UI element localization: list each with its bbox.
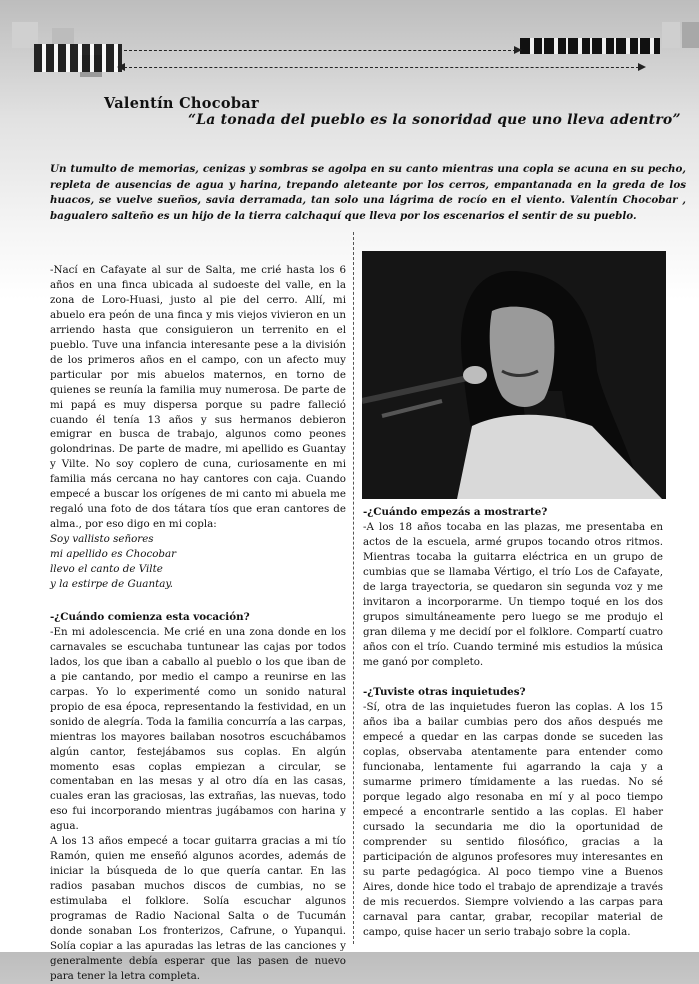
verse-line: llevo el canto de Vilte (50, 563, 163, 576)
left-paragraph-2: -En mi adolescencia. Me crié en una zona donde en los carnavales se escuchaba tuntunear las cajas por todos lados, los que iban a caballo al pueblo o los que iban de a pie cantando, por medio el campo a reunirse en las carpas. Yo lo experimenté como un sonido natural propio de esa época, representando la festividad, en un sonido de alegría. Toda la familia concurría a las carpas, mientras los mayores bailaban nosotros escuchábamos algún cantor, festejábamos sus coplas. En algún momento esas coplas empiezan a circular, se comentaban en las mesas y al otro día en las casas, cuales eran las graciosas, las extrañas, las nuevas, todo eso fui incorporando mientras jugábamos con harina y agua. (50, 625, 346, 833)
right-column (363, 505, 663, 940)
left-paragraph-3: A los 13 años empecé a tocar guitarra gracias a mi tío Ramón, quien me enseñó algunos acordes, además de iniciar la búsqueda de lo que quería cantar. En las radios pasaban muchos discos de cumbias, no se estimulaba el folklore. Solía escuchar algunos programas de Radio Nacional Salta o de Tucumán donde sonaban Los fronterizos, Cafrune, o Yupanqui. Solía copiar a las apuradas las letras de las canciones y generalmente debía esperar que las pasen de nuevo para tener la letra completa. (50, 835, 346, 982)
performer-photo (362, 251, 666, 499)
gray-square (662, 22, 680, 48)
verse-line: Soy vallisto señores (50, 533, 154, 546)
gray-square (682, 22, 699, 48)
dashed-rule-top (124, 50, 516, 51)
left-column (50, 263, 346, 984)
intro-paragraph: Un tumulto de memorias, cenizas y sombras se agolpa en su canto mientras una copla se acuna en su pecho, repleta de ausencias de agua y harina, trepando aleteante por los cerros, empantanada en la greda de los huacos, se vuelve sueños, savia derramada, tan solo una lágrima de rocío en el viento. Valentín Chocobar , bagualero salteño es un hijo de la tierra calchaquí que lleva por los escenarios el sentir de su pueblo. (50, 163, 686, 222)
arrow-left-icon (117, 63, 125, 71)
greek-key-band (520, 38, 660, 54)
verse-line: y la estirpe de Guantay. (50, 578, 174, 591)
article-title: Valentín Chocobar (104, 95, 259, 112)
arrow-right-icon (514, 46, 522, 54)
arrow-right-icon (638, 63, 646, 71)
right-paragraph-1: -A los 18 años tocaba en las plazas, me presentaba en actos de la escuela, armé grupos tocando otros ritmos. Mientras tocaba la guitarra eléctrica en un grupo de cumbias que se llamaba Vértigo, el trío Los de Cafayate, de larga trayectoria, se quedaron sin segunda voz y me invitaron a incorporarme. Un tiempo toqué en los dos grupos simultáneamente pero luego se me produjo el gran dilema y me decidí por el folklore. Compartí cuatro años con el trío. Cuando terminé mis estudios la música me ganó por completo. (363, 520, 663, 668)
question-heading: -¿Cuándo comienza esta vocación? (50, 610, 250, 623)
performer-photo-icon (362, 251, 666, 499)
column-divider (353, 232, 354, 944)
article-quote: “La tonada del pueblo es la sonoridad que uno lleva adentro” (188, 112, 681, 128)
verse-line: mi apellido es Chocobar (50, 548, 177, 561)
left-paragraph-1: -Nací en Cafayate al sur de Salta, me crié hasta los 6 años en una finca ubicada al sudoeste del valle, en la zona de Loro-Huasi, justo al pie del cerro. Allí, mi abuelo era peón de una finca y mis viejos vivieron en un arriendo hasta que consiguieron un terrenito en el pueblo. Tuve una infancia interesante pese a la división de los primeros años en el campo, con un afecto muy particular por mis abuelos maternos, en torno de quienes se reunía la familia muy numerosa. De parte de mi papá es muy dispersa porque su padre falleció cuando él tenía 13 años y sus hermanos debieron emigrar en busca de trabajo, algunos como peones golondrinas. De parte de madre, mi apellido es Guantay y Vilte. No soy coplero de cuna, curiosamente en mi familia más cercana no hay cantores con caja. Cuando empecé a buscar los orígenes de mi canto mi abuela me regaló una foto de dos tátara tíos que eran cantores de alma., por eso digo en mi copla: (50, 264, 346, 531)
copla-verse (50, 532, 346, 592)
right-paragraph-2: -Sí, otra de las inquietudes fueron las coplas. A los 15 años iba a bailar cumbias pero dos años después me empecé a quedar en las carpas donde se suceden las coplas, observaba atentamente para entender como funcionaba, lentamente fui agarrando la caja y a sumarme primero tímidamente a las ruedas. No sé porque legado algo resonaba en mí y al poco tiempo empecé a encontrarle sentido a las coplas. El haber cursado la secundaria me dio la oportunidad de comprender su sentido filosófico, gracias a la participación de algunos profesores muy interesantes en su parte pedagógica. Al poco tiempo vine a Buenos Aires, donde hice todo el trabajo de aprendizaje a través de mis recuerdos. Siempre volviendo a las carpas para carnaval para cantar, grabar, recopilar material de campo, quise hacer un serio trabajo sobre la copla. (363, 701, 663, 938)
question-heading: -¿Cuándo empezás a mostrarte? (363, 506, 548, 518)
dashed-rule-bottom (124, 67, 639, 68)
question-heading: -¿Tuviste otras inquietudes? (363, 686, 526, 699)
greek-key-box (34, 44, 122, 72)
